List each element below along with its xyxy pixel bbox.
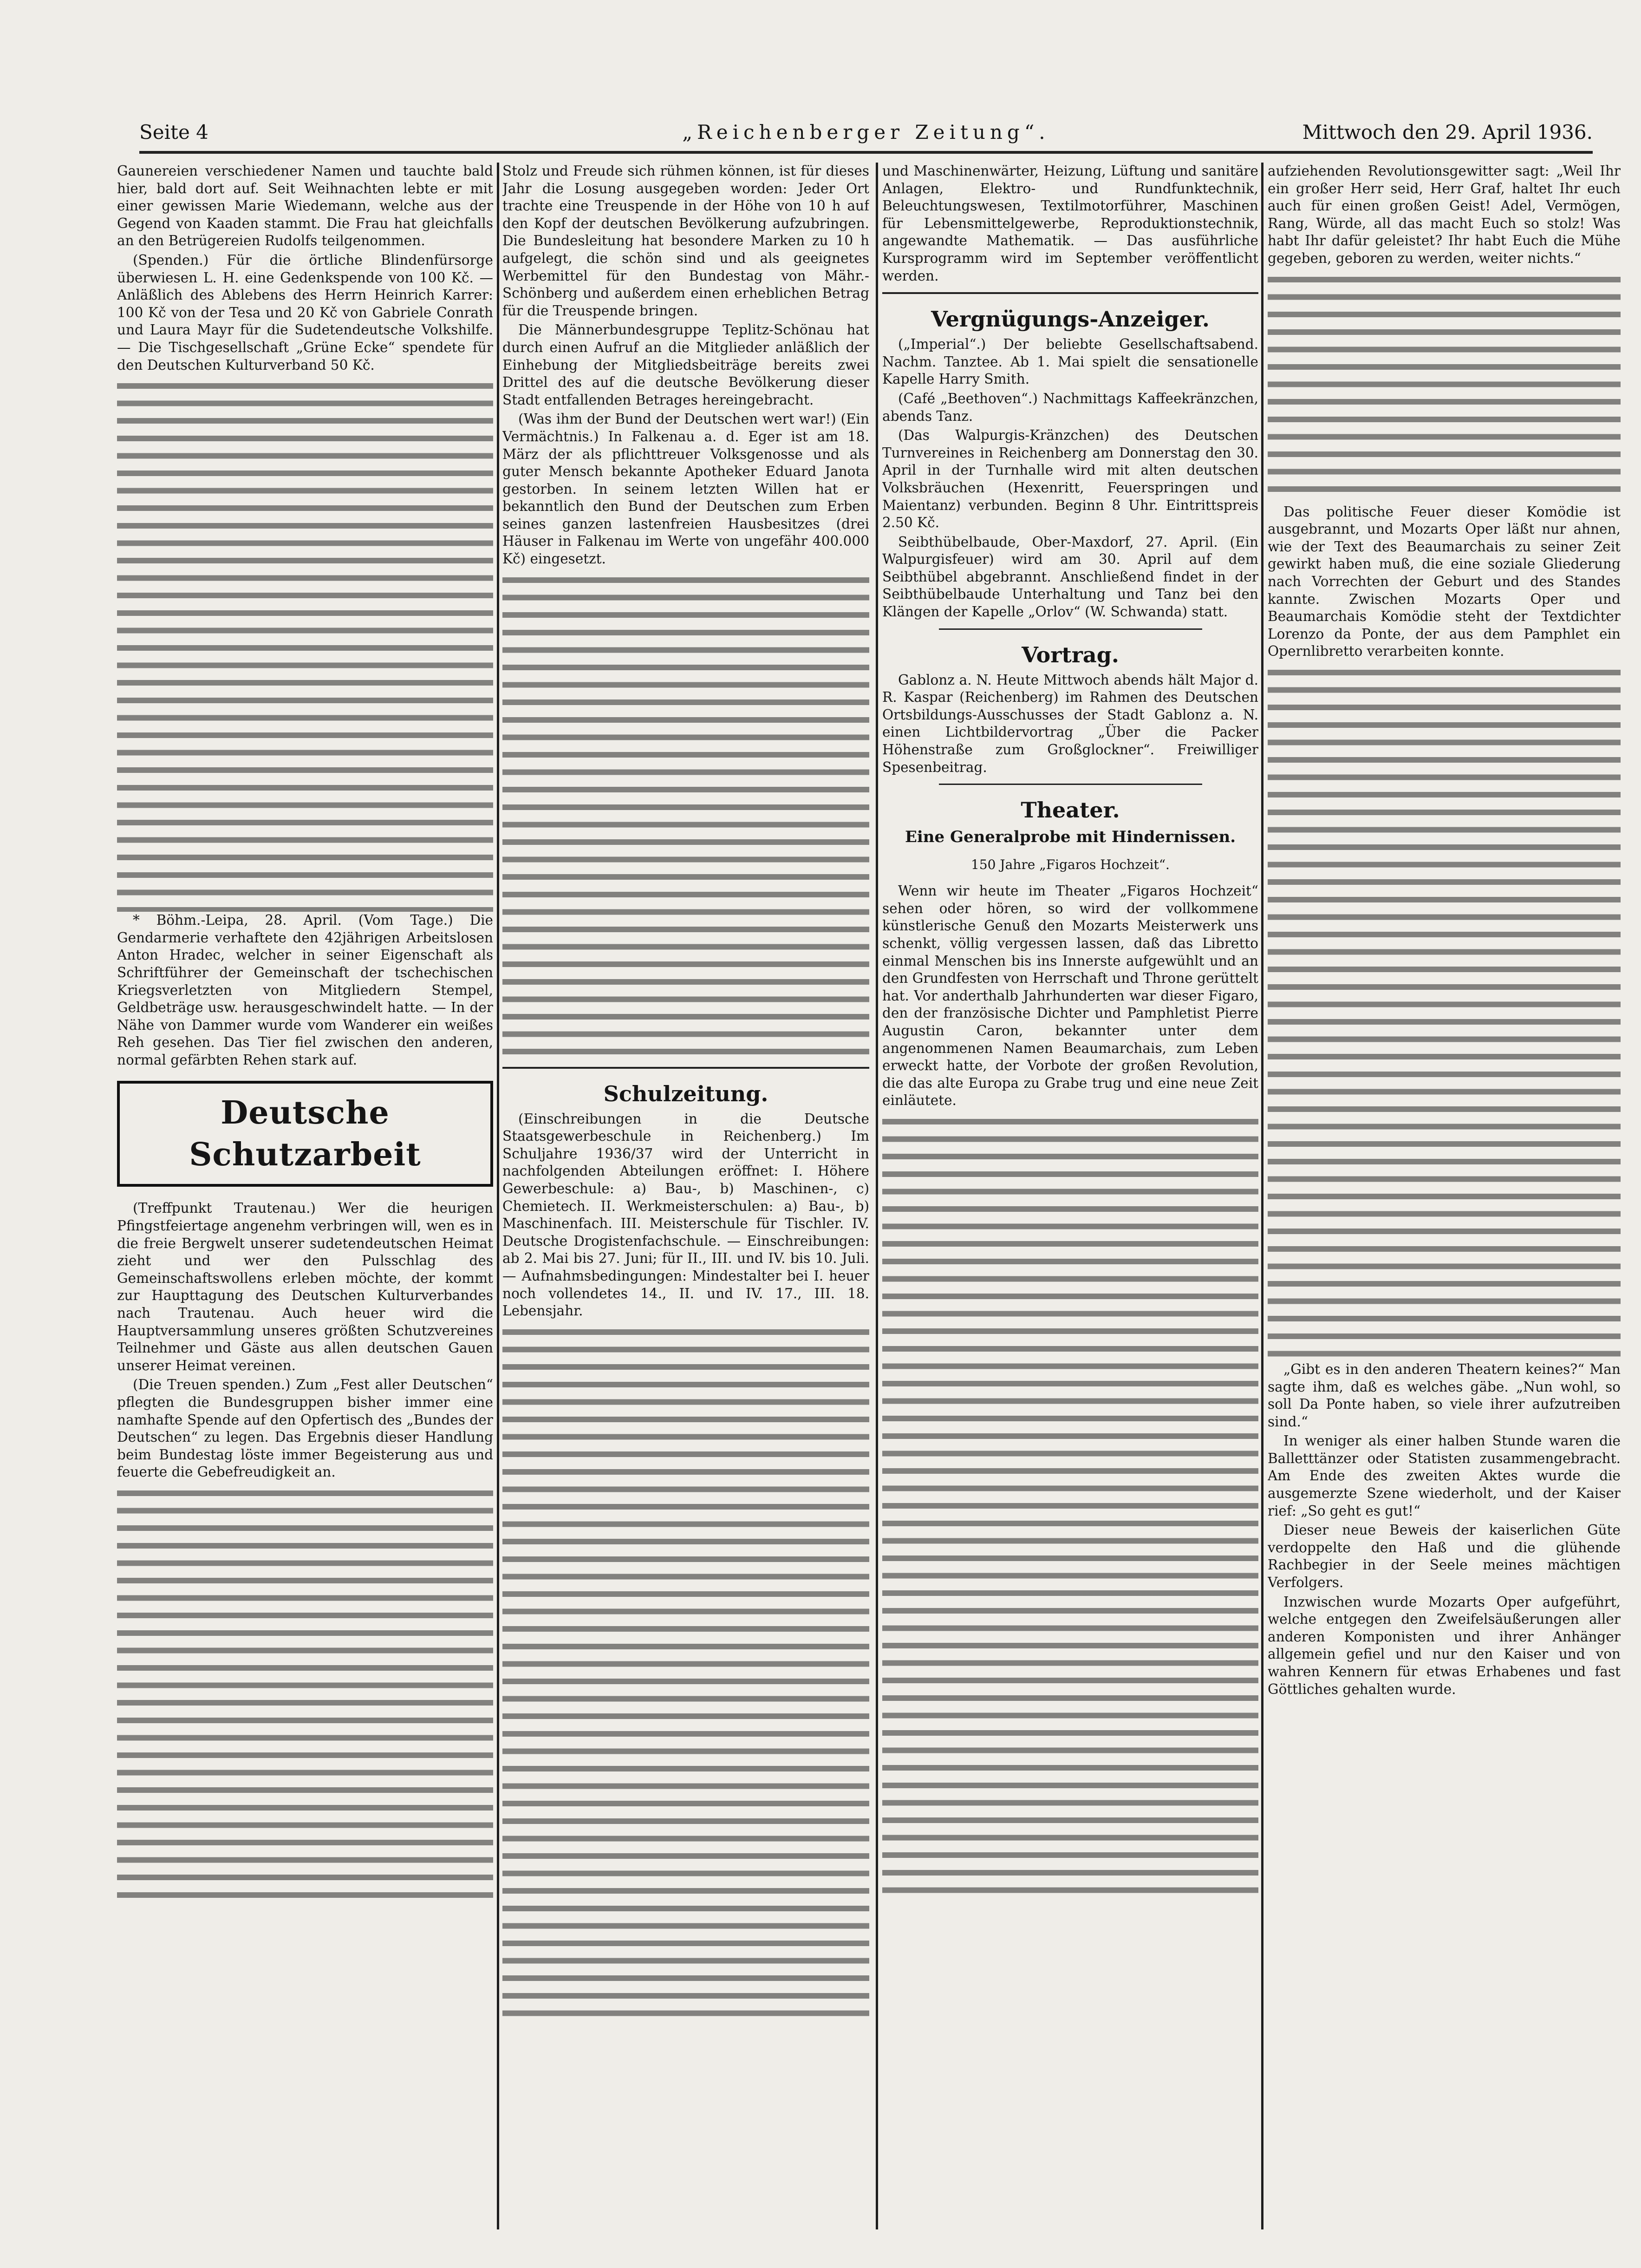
- article-paragraph: Seibthübelbaude, Ober-Maxdorf, 27. April. (Ein Walpurgisfeuer) wird am 30. April auf dem Seibthübel abgebrannt. Anschließend findet in der Seibthübelbaude Unterhaltung und Tanz bei den Klängen der Kapelle „Orlov“ (W. Schwanda) statt.: [882, 534, 1258, 620]
- text-continuation: [882, 1113, 1258, 1903]
- article-paragraph: aufziehenden Revolutionsgewitter sagt: „Weil Ihr ein großer Herr seid, Herr Graf, haltet Ihr euch auch für einen großen Geist! Adel, Vermögen, Rang, Würde, all das macht Euch so stolz! Was habt Ihr dafür geleistet? Ihr habt Euch die Mühe gegeben, geboren zu werden, weiter nichts.“: [1268, 163, 1621, 266]
- article-paragraph: („Imperial“.) Der beliebte Gesellschaftsabend. Nachm. Tanztee. Ab 1. Mai spielt die sensationelle Kapelle Harry Smith.: [882, 336, 1258, 387]
- column-rule: [497, 163, 499, 2229]
- article-kicker: 150 Jahre „Figaros Hochzeit“.: [971, 857, 1170, 873]
- article-paragraph: In weniger als einer halben Stunde waren die Balletttänzer oder Statisten zusammengebracht. Am Ende des zweiten Aktes wurde die ausgemerzte Szene wiederholt, und der Kaiser rief: „So geht es gut!“: [1268, 1433, 1621, 1519]
- text-continuation: [502, 1324, 869, 2020]
- column-1: [117, 163, 493, 2229]
- text-continuation: [117, 1485, 493, 1903]
- page-number: Seite 4: [139, 121, 208, 144]
- article-paragraph: Das politische Feuer dieser Komödie ist ausgebrannt, und Mozarts Oper läßt nur ahnen, wie der Text des Beaumarchais zu seiner Zeit gewirkt haben muß, die eine soziale Gliederung nach Vorrechten der Geburt und des Standes kannte. Zwischen Mozarts Oper und Beaumarchais Komödie steht der Textdichter Lorenzo da Ponte, der aus dem Pamphlet ein Opernlibretto verarbeiten konnte.: [1268, 503, 1621, 660]
- article-paragraph: (Das Walpurgis-Kränzchen) des Deutschen Turnvereines in Reichenberg am Donnerstag den 30. April in der Turnhalle wird mit alten deutschen Volksbräuchen (Hexenritt, Feuerspringen und Maientanz) verbunden. Beginn 8 Uhr. Eintrittspreis 2.50 Kč.: [882, 427, 1258, 531]
- section-heading: Schulzeitung.: [603, 1081, 768, 1106]
- column-4: [1268, 163, 1621, 2229]
- section-heading: Vergnügungs-Anzeiger.: [931, 307, 1210, 332]
- column-2: [502, 163, 869, 2229]
- article-paragraph: (Was ihm der Bund der Deutschen wert war!) (Ein Vermächtnis.) In Falkenau a. d. Eger ist am 18. März der als pflichttreuer Volksgenosse und als guter Mensch bekannte Apotheker Eduard Janota gestorben. In seinem letzten Willen hat er bekanntlich den Bund der Deutschen zum Erben seines ganzen lastenfreien Hausbesitzes (drei Häuser in Falkenau im Werte von ungefähr 400.000 Kč) eingesetzt.: [502, 411, 869, 567]
- issue-date: Mittwoch den 29. April 1936.: [1302, 121, 1593, 144]
- text-continuation: [1268, 271, 1621, 503]
- text-continuation: [502, 572, 869, 1059]
- article-paragraph: und Maschinenwärter, Heizung, Lüftung und sanitäre Anlagen, Elektro- und Rundfunktechnik, Beleuchtungswesen, Textilmotorführer, Maschinen für Lebensmittelgewerbe, Reproduktionstechnik, angewandte Mathematik. — Das ausführliche Kursprogramm wird im September veröffentlicht werden.: [882, 163, 1258, 284]
- newspaper-title: „Reichenberger Zeitung“.: [682, 121, 1050, 144]
- article-paragraph: Gaunereien verschiedener Namen und tauchte bald hier, bald dort auf. Seit Weihnachten lebte er mit einer gewissen Marie Wiedemann, welche aus der Gegend von Kaaden stammt. Die Frau hat gleichfalls an den Betrügereien Rudolfs teilgenommen.: [117, 163, 493, 249]
- article-paragraph: (Spenden.) Für die örtliche Blindenfürsorge überwiesen L. H. eine Gedenkspende von 100 Kč. — Anläßlich des Ablebens des Herrn Heinrich Karrer: 100 Kč von der Tesa und 20 Kč von Gabriele Conrath und Laura Mayr für die Sudetendeutsche Volkshilfe. — Die Tischgesellschaft „Grüne Ecke“ spendete für den Deutschen Kulturverband 50 Kč.: [117, 252, 493, 373]
- column-3: [882, 163, 1258, 2229]
- section-box-heading: Deutsche Schutzarbeit: [117, 1081, 493, 1187]
- section-divider: [939, 628, 1202, 630]
- article-paragraph: „Gibt es in den anderen Theatern keines?“ Man sagte ihm, daß es welches gäbe. „Nun wohl, so soll Da Ponte haben, so viele ihrer aufzutreiben sind.“: [1268, 1361, 1621, 1430]
- article-paragraph: (Einschreibungen in die Deutsche Staatsgewerbeschule in Reichenberg.) Im Schuljahre 1936/37 wird der Unterricht in nachfolgenden Abteilungen eröffnet: I. Höhere Gewerbeschule: a) Bau-, b) Maschinen-, c) Chemietech. II. Werkmeisterschulen: a) Bau-, b) Maschinenfach. III. Meisterschule für Tischler. IV. Deutsche Drogistenfachschule. — Einschreibungen: ab 2. Mai bis 27. Juni; für II., III. und IV. bis 10. Juli. — Aufnahmsbedingungen: Mindestalter bei I. heuer noch vollendetes 14., II. und IV. 17., III. 18. Lebensjahr.: [502, 1111, 869, 1319]
- text-continuation: [117, 378, 493, 912]
- section-heading: Vortrag.: [1022, 642, 1119, 667]
- column-rule: [876, 163, 878, 2229]
- text-continuation: [1268, 664, 1621, 1361]
- article-paragraph: Inzwischen wurde Mozarts Oper aufgeführt, welche entgegen den Zweifelsäußerungen aller anderen Komponisten und ihrer Anhänger allgemein gefiel und nur den Kaiser und von wahren Kennern für etwas Erhabenes und fast Göttliches gehalten wurde.: [1268, 1594, 1621, 1697]
- article-paragraph: (Treffpunkt Trautenau.) Wer die heurigen Pfingstfeiertage angenehm verbringen will, wen es in die freie Bergwelt unserer sudetendeutschen Heimat zieht und wer den Pulsschlag des Gemeinschaftswollens erleben möchte, der kommt zur Haupttagung des Deutschen Kulturverbandes nach Trautenau. Auch heuer wird die Hauptversammlung unseres größten Schutzvereines Teilnehmer und Gäste aus allen deutschen Gauen unserer Heimat vereinen.: [117, 1200, 493, 1373]
- article-paragraph: (Café „Beethoven“.) Nachmittags Kaffeekränzchen, abends Tanz.: [882, 390, 1258, 424]
- article-paragraph: Wenn wir heute im Theater „Figaros Hochzeit“ sehen oder hören, so wird der vollkommene künstlerische Genuß den Mozarts Meisterwerk uns schenkt, völlig vergessen lassen, daß das Libretto einmal Menschen bis ins Innerste aufgewühlt und an den Grundfesten von Herrschaft und Throne gerüttelt hat. Vor anderthalb Jahrhunderten war dieser Figaro, den der französische Dichter und Pamphletist Pierre Augustin Caron, bekannter unter dem angenommenen Namen Beaumarchais, zum Leben erweckt hatte, der Vorbote der großen Revolution, die das alte Europa zu Grabe trug und eine neue Zeit einläutete.: [882, 883, 1258, 1109]
- article-paragraph: Gablonz a. N. Heute Mittwoch abends hält Major d. R. Kaspar (Reichenberg) im Rahmen des Deutschen Ortsbildungs-Ausschusses der Stadt Gablonz a. N. einen Lichtbildervortrag „Über die Packer Höhenstraße zum Großglockner“. Freiwilliger Spesenbeitrag.: [882, 672, 1258, 775]
- article-paragraph: (Die Treuen spenden.) Zum „Fest aller Deutschen“ pflegten die Bundesgruppen bisher immer eine namhafte Spende auf den Opfertisch des „Bundes der Deutschen“ zu legen. Das Ergebnis dieser Handlung beim Bundestag löste immer Begeisterung aus und feuerte die Gebefreudigkeit an.: [117, 1377, 493, 1480]
- article-paragraph: Die Männerbundesgruppe Teplitz-Schönau hat durch einen Aufruf an die Mitglieder anläßlich der Einhebung der Mitgliedsbeiträge bereits zwei Drittel des auf die deutsche Bevölkerung dieser Stadt entfallenden Betrages hereingebracht.: [502, 322, 869, 408]
- article-paragraph: Dieser neue Beweis der kaiserlichen Güte verdoppelte den Haß und die glühende Rachbegier in der Seele meines mächtigen Verfolgers.: [1268, 1522, 1621, 1591]
- article-paragraph: * Böhm.-Leipa, 28. April. (Vom Tage.) Die Gendarmerie verhaftete den 42jährigen Arbeitslosen Anton Hradec, welcher in seiner Eigenschaft als Schriftführer der Gemeinschaft der tschechischen Kriegsverletzten von Mitgliedern Stempel, Geldbeträge usw. herausgeschwindelt hatte. — In der Nähe von Dammer wurde vom Wanderer ein weißes Reh gesehen. Das Tier fiel zwischen den anderen, normal gefärbten Rehen stark auf.: [117, 912, 493, 1068]
- section-heading: Theater.: [1021, 797, 1120, 823]
- page-header: [139, 118, 1593, 154]
- section-divider: [882, 292, 1258, 294]
- article-paragraph: Stolz und Freude sich rühmen können, ist für dieses Jahr die Losung ausgegeben worden: Jeder Ort trachte eine Treuspende in der Höhe von 10 h auf den Kopf der deutschen Bevölkerung aufzubringen. Die Bundesleitung hat besondere Marken zu 10 h aufgelegt, die schön sind und als geeignetes Werbemittel für den Bundestag von Mähr.-Schönberg und außerdem einen erheblichen Betrag für die Treuspende bringen.: [502, 163, 869, 319]
- column-rule: [1261, 163, 1263, 2229]
- article-headline: Eine Generalprobe mit Hindernissen.: [905, 828, 1236, 847]
- section-divider: [502, 1067, 869, 1069]
- section-divider: [939, 784, 1202, 785]
